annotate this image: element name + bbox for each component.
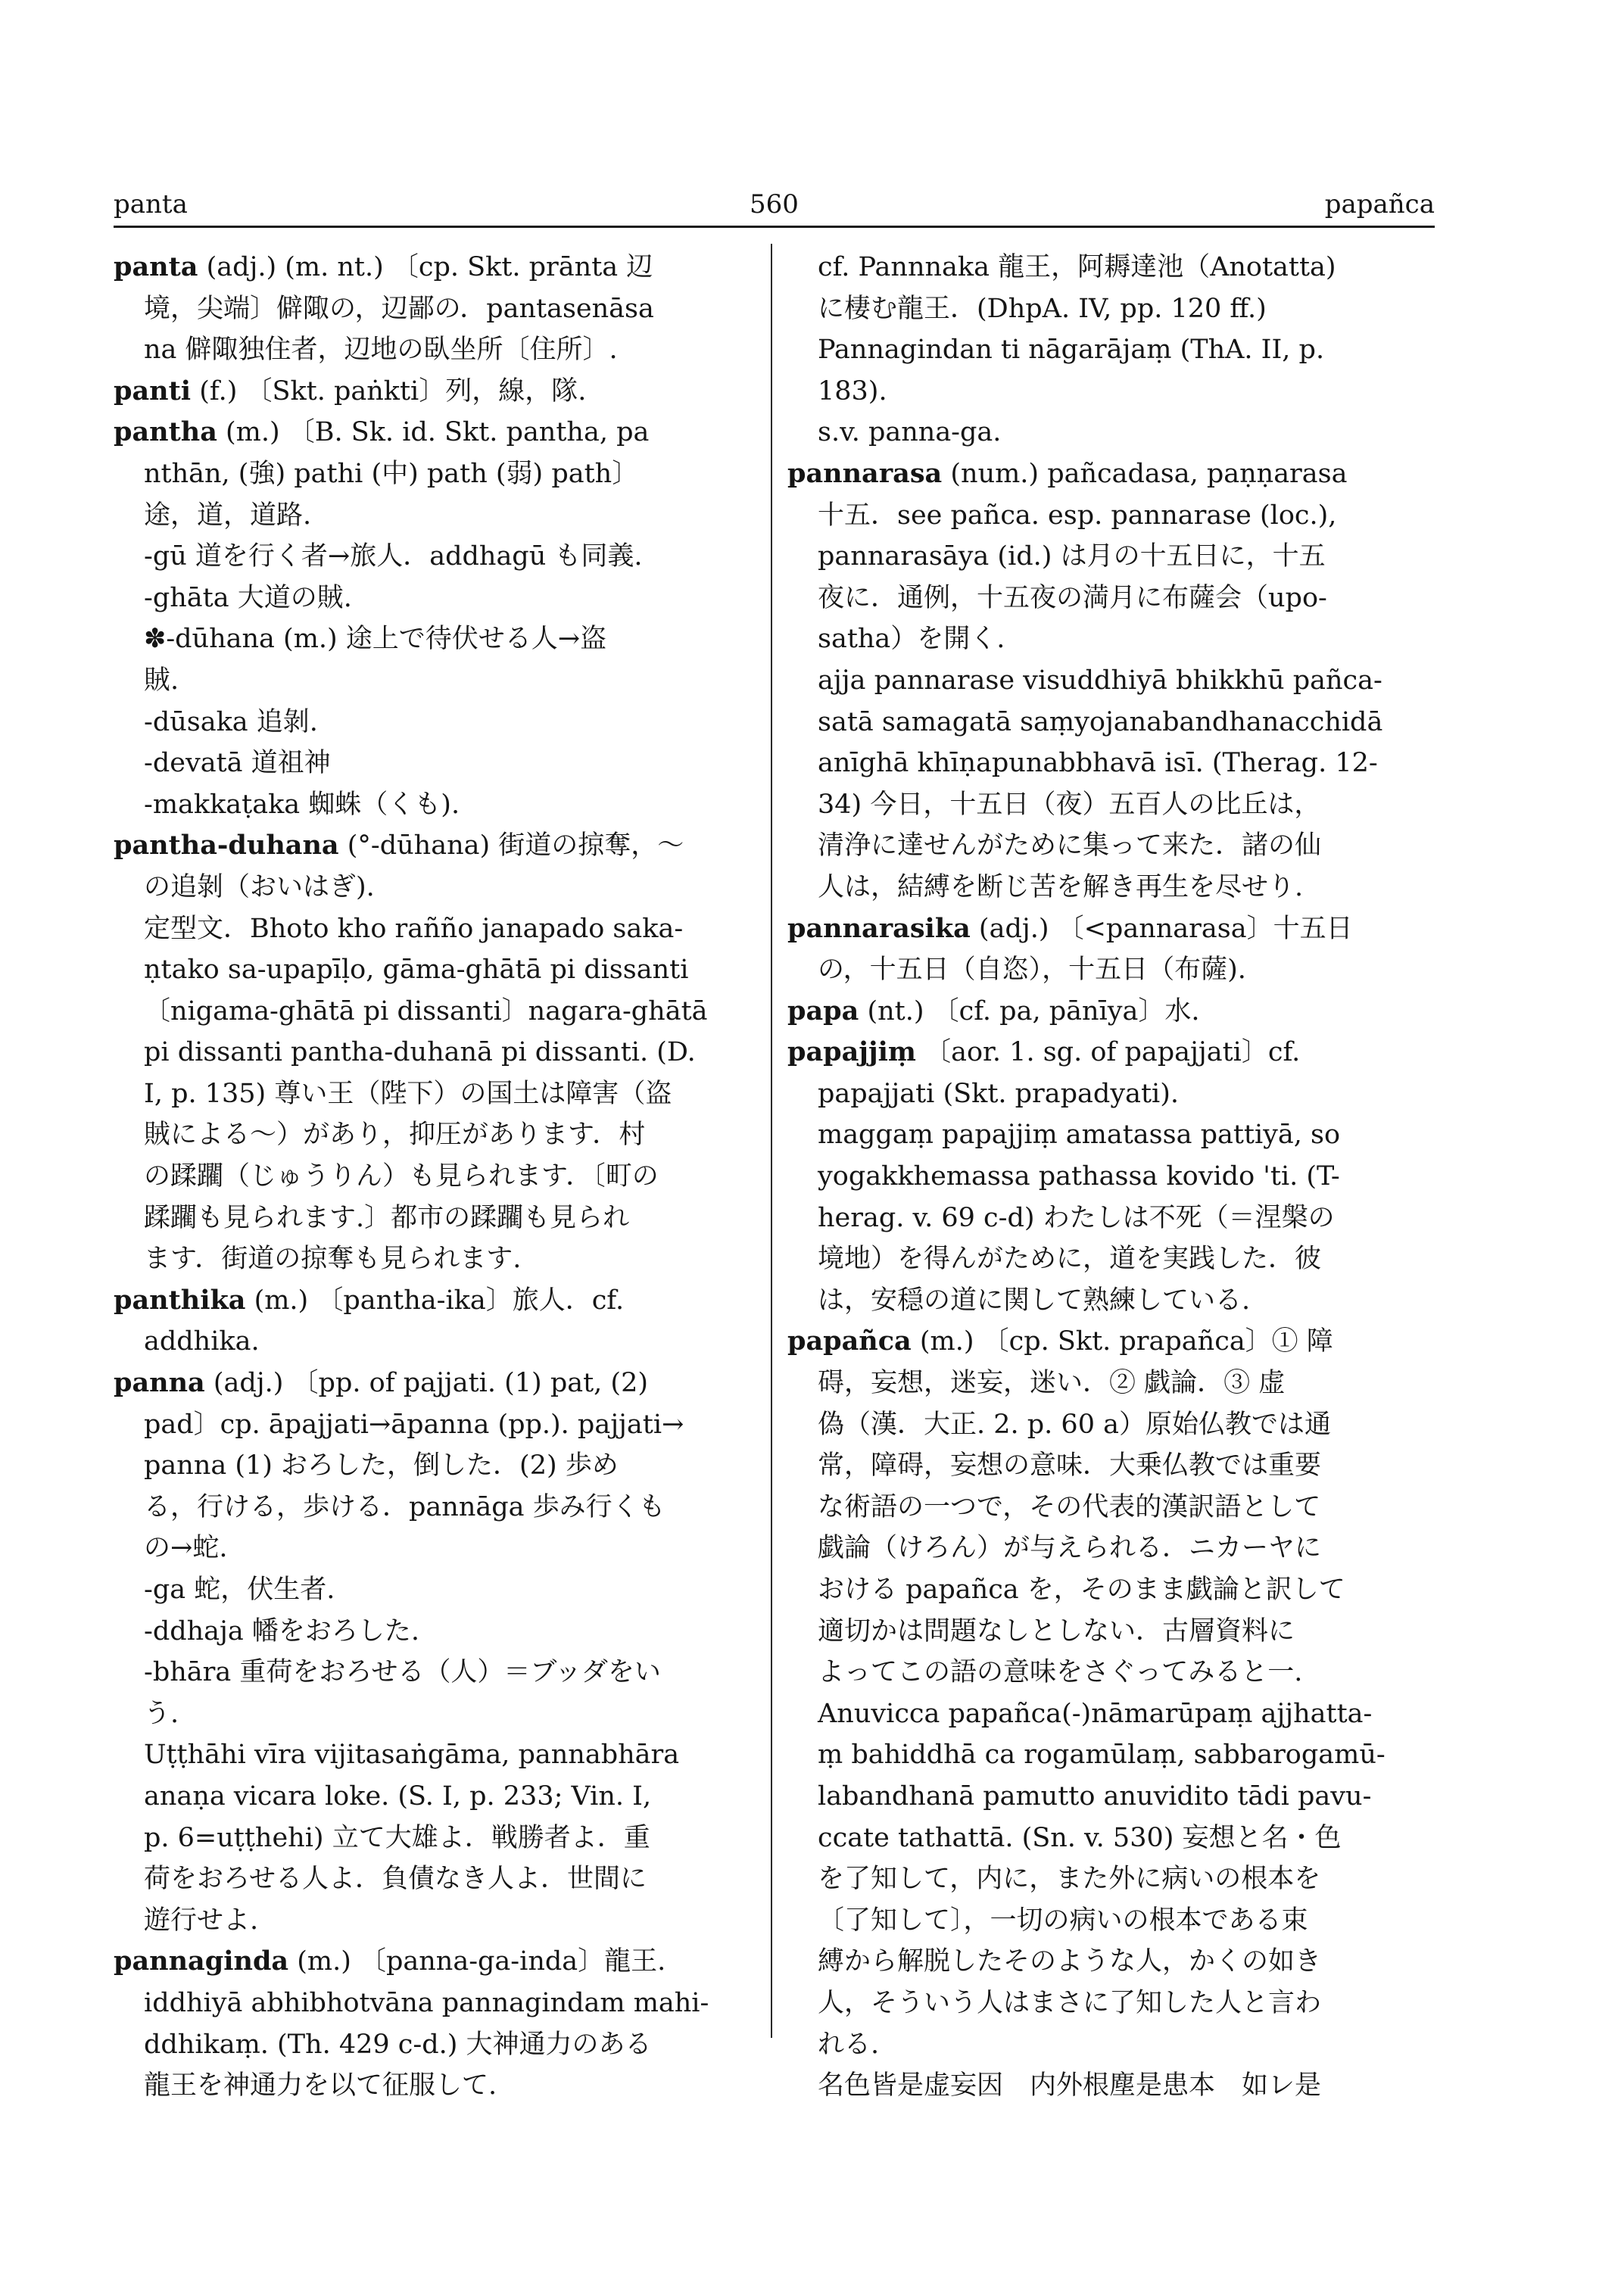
definition-text: anīghā khīṇapunabbhavā isī. (Therag. 12-	[818, 748, 1378, 779]
definition-text: satā samagatā saṃyojanabandhanacchidā	[818, 706, 1383, 737]
definition-text: -ddhaja 幡をおろした.	[144, 1615, 420, 1647]
entry-line	[787, 2024, 1435, 2066]
definition-text: (m.) 〔pantha-ika〕旅人．cf.	[254, 1285, 625, 1316]
definition-text: 人，そういう人はまさに了知した人と言わ	[818, 1987, 1322, 2018]
entry-line	[787, 908, 1435, 950]
headword: pannarasika	[787, 912, 971, 944]
definition-text: addhika.	[144, 1326, 260, 1357]
entry-line	[787, 453, 1435, 495]
entry-line	[114, 1858, 757, 1900]
entry-line	[787, 991, 1435, 1033]
entry-line	[114, 2024, 757, 2066]
entry-line	[787, 329, 1435, 371]
definition-text: ✽-dūhana (m.) 途上で待伏せる人→盗	[144, 624, 607, 655]
definition-text: 清浄に達せんがために集って来た．諸の仙	[818, 830, 1322, 861]
entry-line	[787, 1114, 1435, 1156]
dictionary-entry	[787, 247, 1435, 453]
definition-text: 34) 今日，十五日（夜）五百人の比丘は，	[818, 789, 1321, 820]
entry-line	[114, 1032, 757, 1073]
entry-line	[787, 1611, 1435, 1653]
entry-line	[787, 867, 1435, 908]
definition-text: 常，障碍，妄想の意味．大乗仏教では重要	[818, 1450, 1322, 1481]
definition-text: pannarasāya (id.) は月の十五日に，十五	[818, 541, 1326, 572]
entry-line	[114, 1487, 757, 1528]
entry-line	[787, 1198, 1435, 1239]
definition-text: 〔了知して〕，一切の病いの根本である束	[818, 1905, 1308, 1936]
definition-text: よってこの語の意味をさぐってみると一.	[818, 1657, 1303, 1688]
entry-line	[787, 1652, 1435, 1693]
definition-text: pad〕cp. āpajjati→āpanna (pp.). pajjati→	[144, 1409, 684, 1440]
definition-text: 碍，妄想，迷妄，迷い．② 戯論．③ 虚	[818, 1368, 1286, 1399]
definition-text: (num.) pañcadasa, paṇṇarasa	[950, 458, 1348, 489]
definition-text: labandhanā pamutto anuvidito tādi pavu-	[818, 1781, 1372, 1812]
definition-text: の→蛇.	[144, 1533, 228, 1564]
right-column	[787, 247, 1435, 2107]
definition-text: 十五．see pañca. esp. pannarase (loc.),	[818, 500, 1337, 531]
definition-text: cf. Pannnaka 龍王，阿耨達池（Anotatta)	[818, 252, 1336, 282]
entry-line	[114, 867, 757, 908]
running-head-left: panta	[114, 189, 188, 220]
dictionary-entry	[787, 1032, 1435, 1321]
entry-line	[787, 784, 1435, 826]
definition-text: -gū 道を行く者→旅人．addhagū も同義.	[144, 541, 643, 572]
definition-text: Pannagindan ti nāgarājaṃ (ThA. II, p.	[818, 335, 1325, 366]
entry-line	[787, 618, 1435, 660]
entry-line	[114, 1983, 757, 2024]
headword: panna	[114, 1367, 205, 1399]
definition-text: (m.) 〔panna-ga-inda〕龍王.	[297, 1946, 666, 1977]
entry-line	[787, 1941, 1435, 1983]
entry-line	[787, 1693, 1435, 1735]
entry-line	[114, 908, 757, 950]
definition-text: pi dissanti pantha-duhanā pi dissanti. (D.	[144, 1037, 696, 1068]
headword: panti	[114, 375, 192, 407]
definition-text: の追剝（おいはぎ).	[144, 871, 375, 902]
entry-line	[114, 412, 757, 453]
entry-line	[114, 1321, 757, 1363]
entry-line	[114, 1941, 757, 1983]
definition-text: 途，道，道路.	[144, 500, 312, 531]
entry-line	[787, 1734, 1435, 1776]
entry-line	[114, 1652, 757, 1693]
page-number: 560	[750, 189, 799, 220]
entry-line	[114, 1900, 757, 1942]
entry-line	[787, 1858, 1435, 1900]
entry-line	[114, 371, 757, 413]
entry-line	[787, 1073, 1435, 1115]
dictionary-entry	[114, 247, 757, 371]
definition-text: -dūsaka 追剝.	[144, 706, 318, 737]
definition-text: (adj.) 〔pp. of pajjati. (1) pat, (2)	[213, 1368, 648, 1399]
entry-line	[114, 743, 757, 784]
definition-text: anaṇa vicara loke. (S. I, p. 233; Vin. I,	[144, 1781, 652, 1812]
entry-line	[787, 578, 1435, 619]
definition-text: 荷をおろせる人よ．負債なき人よ．世間に	[144, 1864, 647, 1895]
entry-line	[787, 1487, 1435, 1528]
entry-line	[114, 618, 757, 660]
entry-line	[114, 1693, 757, 1735]
dictionary-entry	[787, 1321, 1435, 2106]
definition-text: 適切かは問題なしとしない．古層資料に	[818, 1615, 1295, 1647]
entry-line	[114, 1238, 757, 1280]
entry-line	[114, 1445, 757, 1487]
entry-line	[787, 247, 1435, 288]
headword: pantha	[114, 416, 217, 448]
dictionary-entry	[114, 412, 757, 825]
definition-text: iddhiyā abhibhotvāna pannagindam mahi-	[144, 1987, 709, 2018]
entry-line	[114, 702, 757, 743]
definition-text: s.v. panna-ga.	[818, 417, 1002, 448]
entry-line	[114, 1404, 757, 1446]
definition-text: (nt.) 〔cf. pa, pānīya〕水.	[867, 995, 1200, 1027]
definition-text: ddhikaṃ. (Th. 429 c-d.) 大神通力のある	[144, 2029, 652, 2060]
definition-text: yogakkhemassa pathassa kovido 'ti. (T-	[818, 1161, 1340, 1192]
headword: papajjiṃ	[787, 1036, 916, 1068]
entry-line	[787, 1528, 1435, 1569]
entry-line	[114, 1818, 757, 1859]
headword: pantha-duhana	[114, 830, 339, 861]
definition-text: na 僻陬独住者，辺地の臥坐所〔住所〕.	[144, 335, 618, 366]
entry-line	[114, 991, 757, 1033]
dictionary-entry	[114, 1941, 757, 2106]
definition-text: 名色皆是虚妄因 内外根塵是患本 如レ是	[818, 2070, 1322, 2101]
entry-line	[114, 949, 757, 991]
entry-line	[787, 1156, 1435, 1198]
entry-line	[787, 1445, 1435, 1487]
dictionary-entry	[114, 371, 757, 413]
entry-line	[787, 1321, 1435, 1363]
definition-text: の蹂躙（じゅうりん）も見られます．〔町の	[144, 1161, 659, 1192]
entry-line	[114, 1611, 757, 1653]
definition-text: に棲む龍王．(DhpA. IV, pp. 120 ff.)	[818, 293, 1267, 324]
entry-line	[787, 1818, 1435, 1859]
definition-text: 縛から解脱したそのような人，かくの如き	[818, 1946, 1322, 1977]
definition-text: -ghāta 大道の賊.	[144, 582, 352, 613]
entry-line	[114, 1198, 757, 1239]
definition-text: 遊行せよ.	[144, 1905, 259, 1936]
entry-line	[787, 743, 1435, 784]
definition-text: nthān, (強) pathi (中) path (弱) path〕	[144, 458, 639, 489]
entry-line	[114, 1156, 757, 1198]
entry-line	[787, 2065, 1435, 2107]
definition-text: -bhāra 重荷をおろせる（人）＝ブッダをい	[144, 1657, 661, 1688]
entry-line	[114, 329, 757, 371]
definition-text: 境，尖端〕僻陬の，辺鄙の．pantasenāsa	[144, 293, 654, 324]
entry-line	[787, 412, 1435, 453]
entry-line	[787, 288, 1435, 330]
definition-text: -ga 蛇，伏生者.	[144, 1575, 335, 1605]
definition-text: 賊.	[144, 665, 179, 696]
entry-line	[787, 1404, 1435, 1446]
definition-text: Anuvicca papañca(-)nāmarūpaṃ ajjhatta-	[818, 1698, 1373, 1729]
running-head-right: papañca	[1324, 189, 1435, 220]
headword: pannaginda	[114, 1946, 289, 1977]
entry-line	[114, 660, 757, 702]
entry-line	[114, 453, 757, 495]
dictionary-entry	[114, 1280, 757, 1363]
definition-text: は，安穏の道に関して熟練している.	[818, 1285, 1251, 1316]
headword: papa	[787, 995, 859, 1027]
entry-line	[787, 660, 1435, 702]
definition-text: p. 6=uṭṭhehi) 立て大雄よ．戦勝者よ．重	[144, 1822, 650, 1853]
entry-line	[114, 536, 757, 578]
definition-text: -makkaṭaka 蜘蛛（くも).	[144, 789, 460, 820]
entry-line	[114, 1776, 757, 1818]
entry-line	[787, 1569, 1435, 1611]
entry-line	[787, 1280, 1435, 1322]
definition-text: の，十五日（自恣），十五日（布薩).	[818, 955, 1246, 986]
definition-text: ccate tathattā. (Sn. v. 530) 妄想と名・色	[818, 1822, 1342, 1853]
entry-line	[787, 495, 1435, 537]
entry-line	[114, 1363, 757, 1404]
entry-line	[787, 825, 1435, 867]
definition-text: 戯論（けろん）が与えられる．ニカーヤに	[818, 1533, 1322, 1564]
dictionary-entry	[787, 908, 1435, 991]
entry-line	[787, 1363, 1435, 1404]
definition-text: Uṭṭhāhi vīra vijitasaṅgāma, pannabhāra	[144, 1740, 680, 1771]
definition-text: る，行ける，歩ける．pannāga 歩み行くも	[144, 1491, 665, 1522]
definition-text: 賊による～）があり，抑圧があります．村	[144, 1120, 646, 1151]
definition-text: (f.) 〔Skt. paṅkti〕列，線，隊.	[199, 375, 587, 407]
entry-line	[787, 536, 1435, 578]
definition-text: ṇtako sa-upapīḷo, gāma-ghātā pi dissanti	[144, 955, 689, 986]
definition-text: 定型文．Bhoto kho raññо janapado saka-	[144, 913, 684, 944]
entry-line	[787, 1900, 1435, 1942]
entry-line	[114, 247, 757, 288]
definition-text: panna (1) おろした，倒した．(2) 歩め	[144, 1450, 619, 1481]
page-header	[114, 189, 1435, 227]
entry-line	[114, 1569, 757, 1611]
dictionary-entry	[114, 1363, 757, 1941]
entry-line	[114, 784, 757, 826]
left-column	[114, 247, 757, 2107]
definition-text: 夜に．通例，十五夜の満月に布薩会（upo-	[818, 582, 1327, 613]
definition-text: I, p. 135) 尊い王（陛下）の国土は障害（盗	[144, 1078, 672, 1109]
definition-text: な術語の一つで，その代表的漢訳語として	[818, 1491, 1321, 1522]
definition-text: れる.	[818, 2029, 880, 2060]
definition-text: 境地）を得んがために，道を実践した．彼	[818, 1244, 1322, 1275]
entry-line	[114, 825, 757, 867]
definition-text: 〔nigama-ghātā pi dissanti〕nagara-ghātā	[144, 995, 708, 1027]
entry-line	[114, 1734, 757, 1776]
headword: panta	[114, 251, 198, 282]
entry-line	[114, 1073, 757, 1115]
entry-line	[787, 1983, 1435, 2024]
entry-line	[787, 949, 1435, 991]
entry-line	[787, 1238, 1435, 1280]
definition-text: を了知して，内に，また外に病いの根本を	[818, 1864, 1321, 1895]
definition-text: maggaṃ papajjiṃ amatassa pattiyā, so	[818, 1120, 1341, 1151]
entry-line	[114, 1114, 757, 1156]
entry-line	[114, 578, 757, 619]
definition-text: -devatā 道祖神	[144, 748, 331, 779]
definition-text: (m.) 〔cp. Skt. prapañca〕① 障	[919, 1326, 1333, 1357]
definition-text: 龍王を神通力を以て征服して.	[144, 2070, 497, 2101]
entry-line	[787, 1776, 1435, 1818]
entry-line	[114, 288, 757, 330]
entry-line	[787, 702, 1435, 743]
definition-text: (m.) 〔B. Sk. id. Skt. pantha, pa	[226, 417, 650, 448]
entry-line	[114, 1280, 757, 1322]
definition-text: (adj.) (m. nt.) 〔cp. Skt. prānta 辺	[206, 252, 653, 282]
entry-line	[114, 495, 757, 537]
definition-text: う.	[144, 1698, 179, 1729]
definition-text: 人は，結縛を断じ苦を解き再生を尽せり.	[818, 871, 1304, 902]
definition-text: (adj.) 〔<pannarasa〕十五日	[978, 913, 1353, 944]
dictionary-entry	[787, 453, 1435, 908]
headword: pannarasa	[787, 457, 943, 489]
entry-line	[114, 1528, 757, 1569]
headword: papañca	[787, 1326, 912, 1357]
entry-line	[787, 371, 1435, 413]
definition-text: 蹂躙も見られます.〕都市の蹂躙も見られ	[144, 1202, 630, 1233]
definition-text: 〔aor. 1. sg. of papajjati〕cf.	[924, 1037, 1301, 1068]
definition-text: 偽（漢．大正. 2. p. 60 a）原始仏教では通	[818, 1409, 1331, 1440]
dictionary-entry	[114, 825, 757, 1280]
entry-line	[787, 1032, 1435, 1073]
headword: panthika	[114, 1284, 246, 1316]
definition-text: ます．街道の掠奪も見られます.	[144, 1244, 522, 1275]
definition-text: papajjati (Skt. prapadyati).	[818, 1078, 1180, 1109]
definition-text: satha）を開く.	[818, 624, 1005, 655]
definition-text: herag. v. 69 c-d) わたしは不死（＝涅槃の	[818, 1202, 1335, 1233]
entry-line	[114, 2065, 757, 2107]
definition-text: おける papañca を，そのまま戯論と訳して	[818, 1575, 1345, 1605]
header-rule	[114, 226, 1435, 228]
column-divider	[771, 244, 772, 2038]
definition-text: 183).	[818, 375, 887, 407]
dictionary-entry	[787, 991, 1435, 1033]
definition-text: ṃ bahiddhā ca rogamūlaṃ, sabbarogamū-	[818, 1740, 1386, 1771]
definition-text: (°-dūhana) 街道の掠奪，～	[347, 830, 684, 861]
definition-text: ajja pannarase visuddhiyā bhikkhū pañca-	[818, 665, 1382, 696]
